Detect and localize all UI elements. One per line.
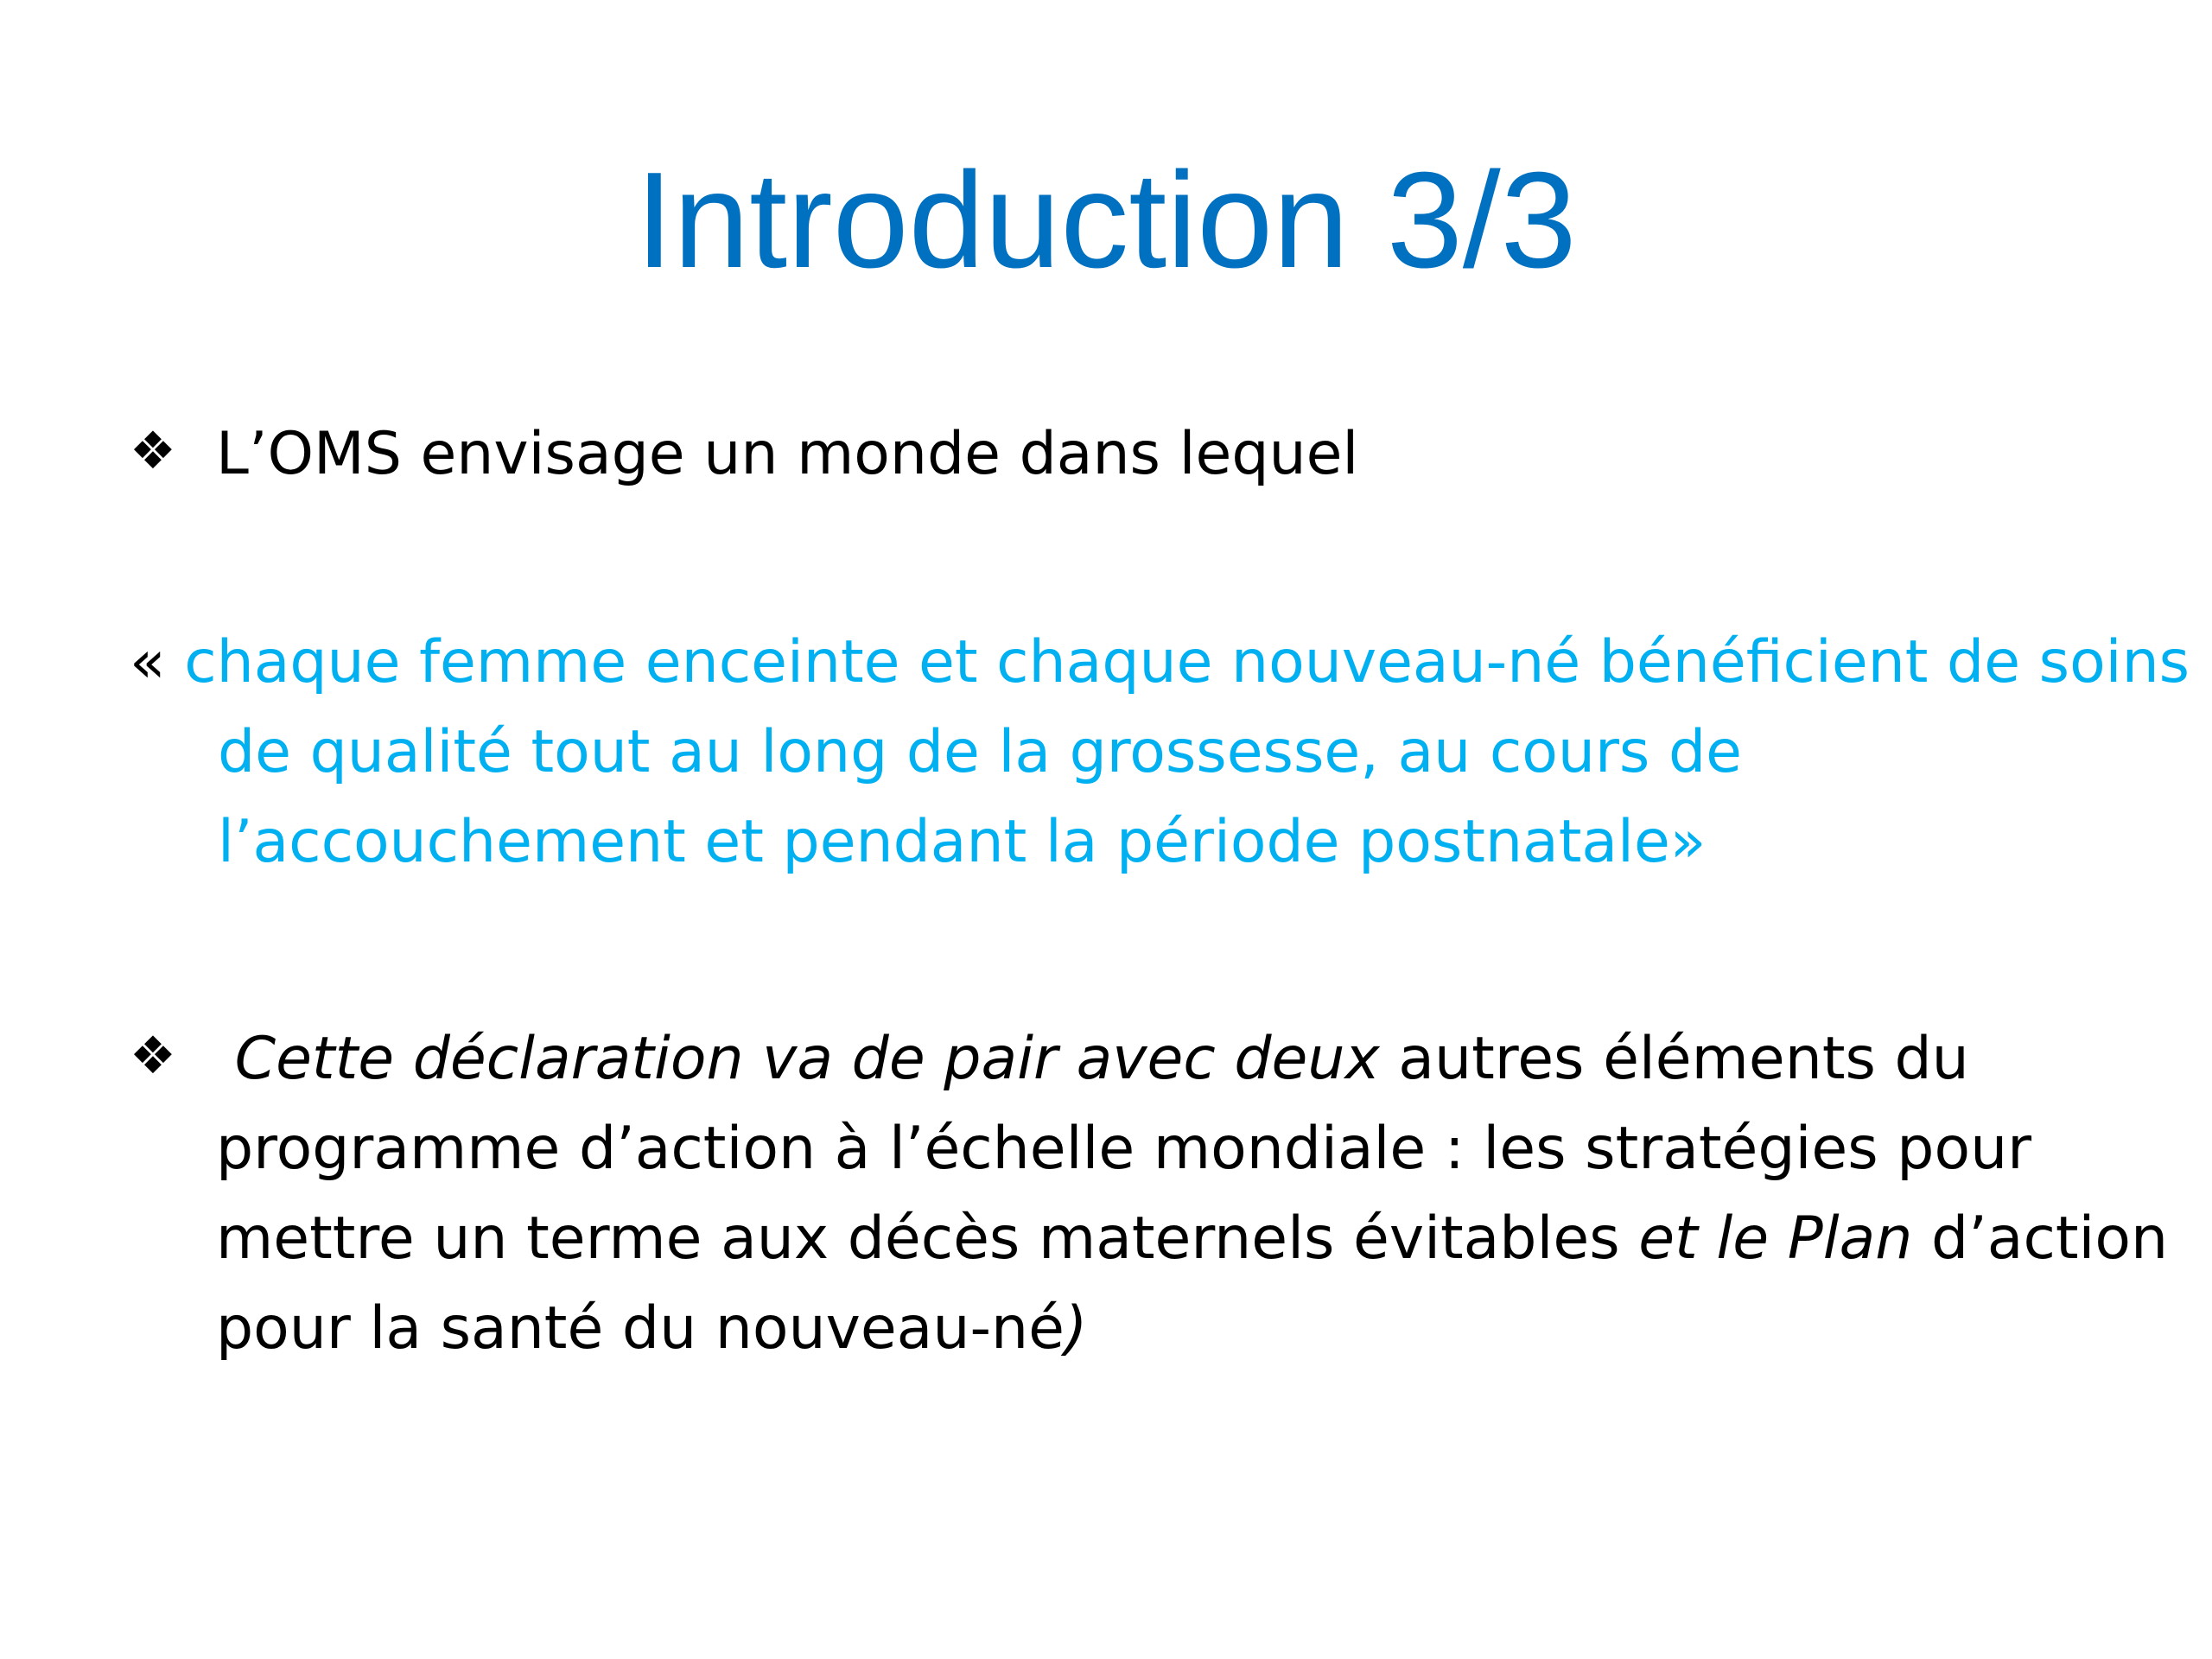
italic-closing-paren: ) xyxy=(1064,1294,1088,1363)
open-quote-mark: « xyxy=(130,628,166,696)
bullet-paragraph-declaration xyxy=(130,1011,2203,1374)
diamond-bullet-icon: ❖ xyxy=(130,421,176,481)
paragraph-text: L’OMS envisage un monde dans lequel xyxy=(216,420,1359,488)
quote-text: chaque femme enceinte et chaque nouveau-né bénéficient de soins de qualité tout au long de la grossesse, au cours de l’accouchement et pendant la période postnatale» xyxy=(165,628,2190,876)
italic-text-segment: Cette déclaration va de pair avec deux xyxy=(216,1025,1380,1093)
text-segment: autres éléments du programme d’action à l’échelle mondiale : les stratégies pour mettre un terme aux décès maternels évitables xyxy=(216,1025,2032,1273)
quote-paragraph xyxy=(130,618,2205,887)
bullet-paragraph-oms xyxy=(130,406,2203,499)
italic-text-segment: et le Plan xyxy=(1638,1205,1913,1273)
text-segment: d’action pour la santé du nouveau-né xyxy=(216,1205,2169,1363)
diamond-bullet-icon: ❖ xyxy=(130,1026,176,1086)
slide-title: Introduction 3/3 xyxy=(635,144,1577,296)
